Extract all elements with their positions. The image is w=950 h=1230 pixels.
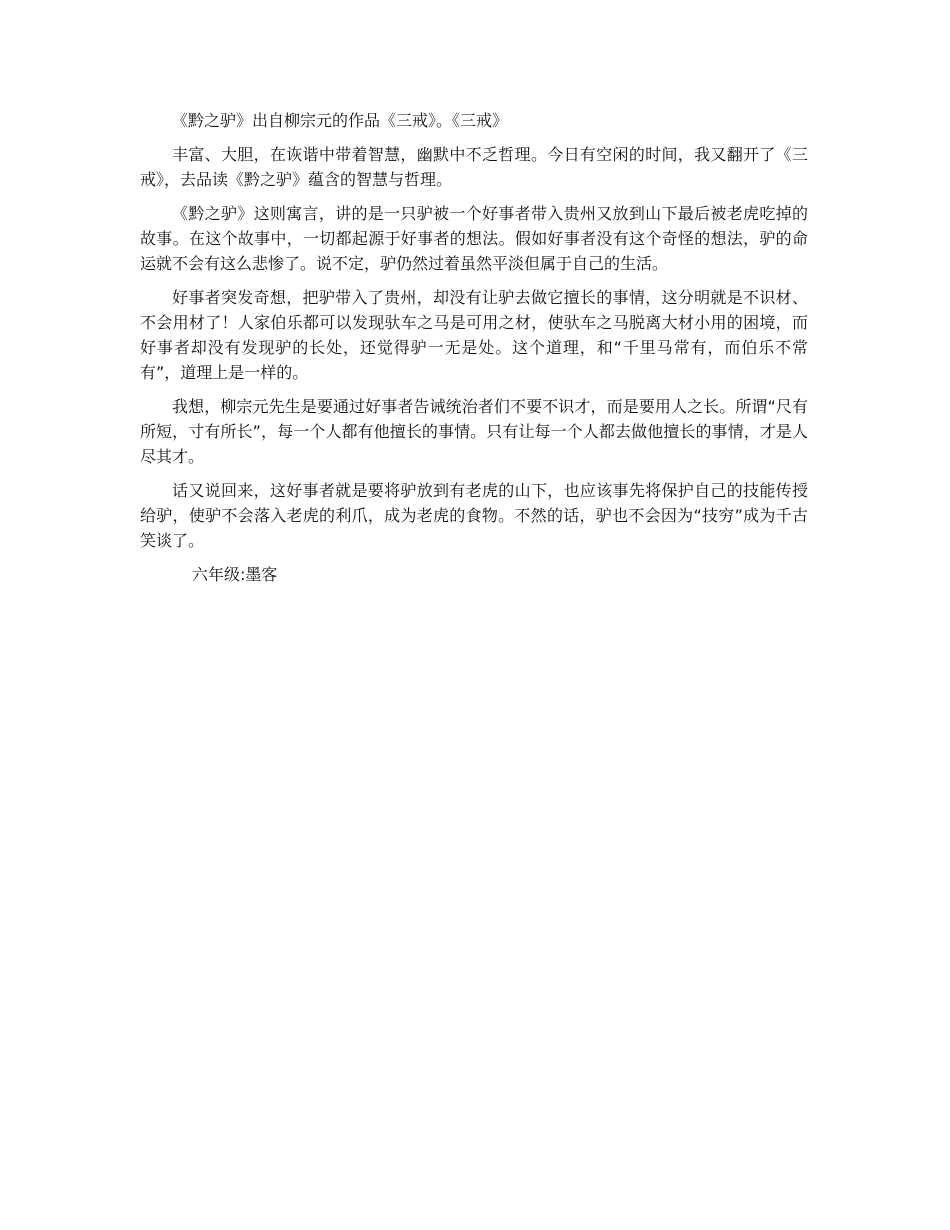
paragraph-5: 我想，柳宗元先生是要通过好事者告诫统治者们不要不识才，而是要用人之长。所谓“尺有所短，寸有所长”，每一个人都有他擅长的事情。只有让每一个人都去做他擅长的事情，才是人尽其才。 <box>140 397 808 466</box>
author-signature: 六年级:墨客 <box>192 565 278 584</box>
paragraph-3: 《黔之驴》这则寓言，讲的是一只驴被一个好事者带入贵州又放到山下最后被老虎吃掉的故事。在这个故事中，一切都起源于好事者的想法。假如好事者没有这个奇怪的想法，驴的命运就不会有这么悲惨了。说不定，驴仍然过着虽然平淡但属于自己的生活。 <box>140 204 808 273</box>
paragraph-2: 丰富、大胆，在诙谐中带着智慧，幽默中不乏哲理。今日有空闲的时间，我又翻开了《三戒》，去品读《黔之驴》蕴含的智慧与哲理。 <box>140 145 808 189</box>
paragraph-1: 《黔之驴》出自柳宗元的作品《三戒》。《三戒》 <box>172 111 509 130</box>
paragraph-4: 好事者突发奇想，把驴带入了贵州，却没有让驴去做它擅长的事情，这分明就是不识材、不会用材了！人家伯乐都可以发现驮车之马是可用之材，使驮车之马脱离大材小用的困境，而好事者却没有发现驴的长处，还觉得驴一无是处。这个道理，和“千里马常有，而伯乐不常有”，道理上是一样的。 <box>140 288 808 382</box>
paragraph-6: 话又说回来，这好事者就是要将驴放到有老虎的山下，也应该事先将保护自己的技能传授给驴，使驴不会落入老虎的利爪，成为老虎的食物。不然的话，驴也不会因为“技穷”成为千古笑谈了。 <box>140 481 808 550</box>
document-page <box>140 108 808 587</box>
